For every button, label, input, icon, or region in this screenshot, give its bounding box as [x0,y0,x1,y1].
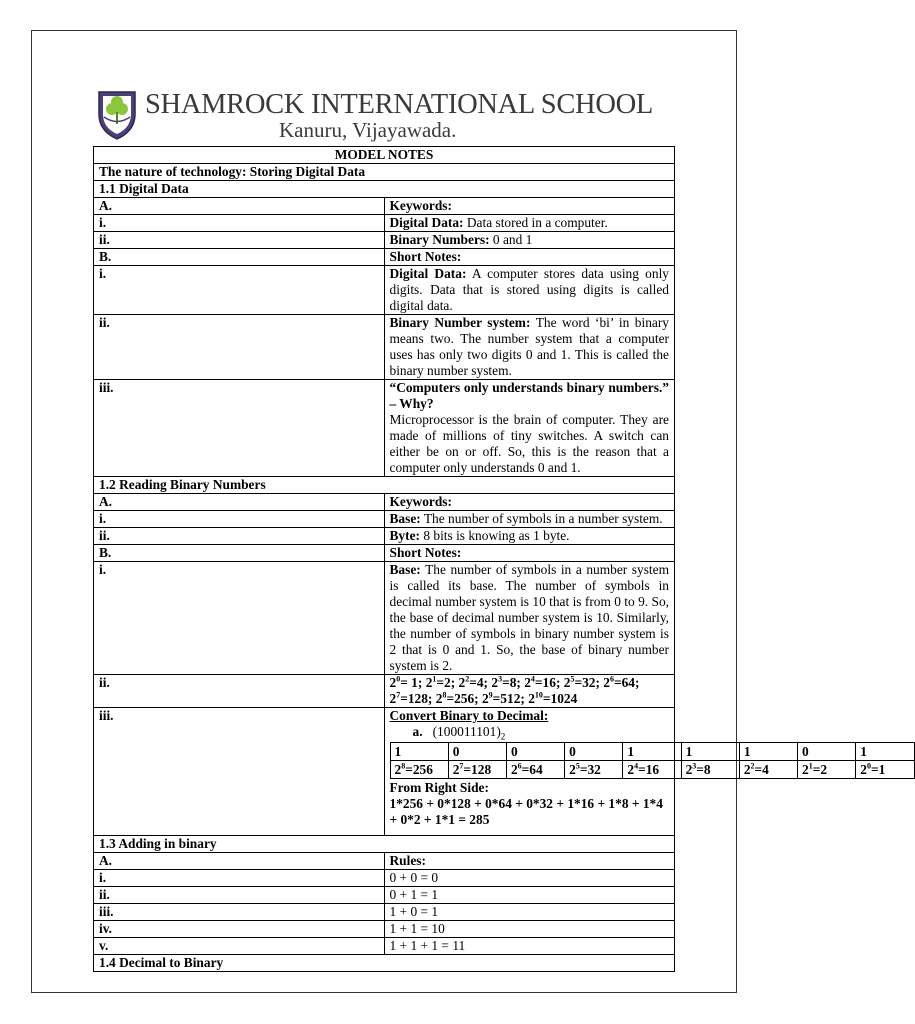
row-number: i. [94,870,385,887]
row-number: A. [94,198,385,215]
place-exponent: 1 [808,761,813,771]
section-heading: 1.1 Digital Data [94,181,675,198]
row-number: A. [94,853,385,870]
place-exponent: 3 [692,761,697,771]
row-number: v. [94,938,385,955]
keyword-row [94,528,675,545]
power-value: =64; [613,675,640,690]
power-base: 2 [860,762,867,777]
conversion-block [384,708,886,836]
power-base: 2 [389,691,397,706]
power-exponent: 9 [488,690,493,700]
note-row [94,380,675,477]
binary-digit-cell: 1 [739,743,797,761]
note-term: Binary Number system: [389,315,531,330]
power-base: 2 [569,762,576,777]
row-number: iii. [94,380,385,477]
row-number: B. [94,249,385,266]
place-value: =4 [754,762,769,777]
chapter-title: The nature of technology: Storing Digital Data [94,164,675,181]
note-row [94,315,675,380]
note-text [384,380,675,477]
binary-digit-cell: 0 [565,743,623,761]
place-value: =16 [638,762,660,777]
power-base: 2 [491,675,499,690]
rule-row [94,921,675,938]
power-base: 2 [685,762,693,777]
model-notes-table [93,146,886,972]
rule-text: 1 + 0 = 1 [384,904,675,921]
section-heading-row [94,955,675,972]
rule-row [94,904,675,921]
keyword-row [94,232,675,249]
place-exponent: 2 [750,761,755,771]
row-number: ii. [94,528,385,545]
section-heading: 1.4 Decimal to Binary [94,955,675,972]
example-number: (100011101) [432,724,501,739]
power-value: =2; [436,675,459,690]
note-text [384,266,675,315]
row-number: i. [94,562,385,675]
power-base: 2 [524,675,531,690]
note-question: “Computers only understands binary numbers.” – Why? [389,380,669,411]
row-number: iii. [94,708,385,836]
note-term: Digital Data: [389,266,467,281]
row-number: ii. [94,315,385,380]
from-right-label: From Right Side: [389,780,489,795]
note-body: The number of symbols in a number system is called its base. The number of symbols in decimal number system is 10 that is from 0 to 9. So, the base of decimal number system is 10. Similarly, the number of symbols in binary number system is 2 that is 0 and 1. So, the base of binary number system is 2. [389,562,669,673]
power-exponent: 4 [530,674,535,684]
rule-row [94,870,675,887]
power-base: 2 [458,675,466,690]
place-exponent: 8 [401,761,406,771]
power-value: =512; [492,691,529,706]
power-base: 2 [435,691,443,706]
keyword-term: Byte: [389,528,420,543]
row-number: A. [94,494,385,511]
place-value-cell [390,761,448,779]
rule-row [94,938,675,955]
subheading-row [94,249,675,266]
keyword-term: Digital Data: [389,215,464,230]
place-value-cell [565,761,623,779]
school-name: SHAMROCK INTERNATIONAL SCHOOL [145,89,654,120]
place-value-cell [798,761,856,779]
keyword-text [384,232,675,249]
power-base: 2 [563,675,571,690]
power-exponent: 1 [432,674,437,684]
place-value: =32 [579,762,601,777]
powers-row [94,675,675,708]
subheading: Keywords: [384,494,675,511]
example-label: a. [412,724,423,739]
section-heading-row [94,181,675,198]
subheading: Keywords: [384,198,675,215]
power-exponent: 0 [396,674,401,684]
power-value: =1024 [542,691,578,706]
power-value: =8; [502,675,525,690]
conversion-title: Convert Binary to Decimal: [389,708,549,723]
subheading-row [94,494,675,511]
binary-digit-cell: 0 [506,743,564,761]
subheading-row [94,853,675,870]
subheading: Rules: [384,853,675,870]
conversion-row [94,708,675,836]
rule-text: 0 + 1 = 1 [384,887,675,904]
keyword-text [384,215,675,232]
power-value: =4; [469,675,492,690]
row-number: i. [94,215,385,232]
rule-row [94,887,675,904]
place-value-cell [506,761,564,779]
row-number: iii. [94,904,385,921]
power-base: 2 [528,691,535,706]
power-exponent: 10 [534,690,543,700]
power-exponent: 3 [498,674,503,684]
place-value: =2 [812,762,828,777]
note-text [384,315,675,380]
place-exponent: 5 [575,761,580,771]
keyword-definition: Data stored in a computer. [463,215,608,230]
power-base: 2 [603,675,610,690]
power-base: 2 [394,762,402,777]
binary-digit-cell: 0 [448,743,506,761]
power-base: 2 [481,691,489,706]
power-value: =16; [534,675,564,690]
power-base: 2 [627,762,635,777]
power-exponent: 2 [465,674,470,684]
place-value-cell [739,761,797,779]
note-body: Microprocessor is the brain of computer. They are made of millions of tiny switches. A switch can either be on or off. So, this is the reason that a computer only understands 0 and 1. [389,412,669,475]
power-base: 2 [802,762,809,777]
power-base: 2 [452,762,460,777]
rule-text: 1 + 1 + 1 = 11 [384,938,675,955]
place-exponent: 7 [459,761,464,771]
row-number: ii. [94,232,385,249]
rule-text: 0 + 0 = 0 [384,870,675,887]
row-number: iv. [94,921,385,938]
title-row [94,147,675,164]
place-exponent: 4 [634,761,639,771]
power-value: = 1; [400,675,426,690]
power-value: =32; [574,675,604,690]
place-value-cell [623,761,681,779]
power-base: 2 [389,675,397,690]
keyword-definition: The number of symbols in a number system. [420,511,663,526]
subheading-row [94,545,675,562]
binary-digit-cell: 1 [390,743,448,761]
note-term: Base: [389,562,421,577]
place-value-cell [856,761,914,779]
row-number: i. [94,266,385,315]
place-value-cell [448,761,506,779]
subheading: Short Notes: [384,545,675,562]
power-base: 2 [510,762,518,777]
notes-title: MODEL NOTES [94,147,675,164]
power-value: =128; [400,691,436,706]
power-exponent: 8 [442,690,447,700]
binary-digit-cell: 1 [623,743,681,761]
keyword-term: Base: [389,511,421,526]
section-heading: 1.2 Reading Binary Numbers [94,477,675,494]
place-value-table [390,742,915,779]
note-row [94,266,675,315]
power-exponent: 6 [609,674,614,684]
power-value: =256; [446,691,482,706]
row-number: i. [94,511,385,528]
note-row [94,562,675,675]
binary-digit-cell: 0 [798,743,856,761]
place-value-cell [681,761,739,779]
keyword-row [94,215,675,232]
example-base: 2 [500,731,506,742]
conversion-expression: 1*256 + 0*128 + 0*64 + 0*32 + 1*16 + 1*8 + 1*4 + 0*2 + 1*1 = 285 [389,796,663,827]
keyword-definition: 8 bits is knowing as 1 byte. [420,528,570,543]
example-line [390,724,670,740]
section-heading-row [94,477,675,494]
binary-digit-cell: 1 [681,743,739,761]
keyword-definition: 0 and 1 [489,232,533,247]
row-number: B. [94,545,385,562]
place-value: =1 [870,762,886,777]
binary-digit-cell: 1 [856,743,914,761]
school-header [93,86,678,146]
power-base: 2 [425,675,433,690]
powers-of-two [384,675,675,708]
keyword-row [94,511,675,528]
subheading: Short Notes: [384,249,675,266]
rule-text: 1 + 1 = 10 [384,921,675,938]
chapter-row [94,164,675,181]
row-number: ii. [94,887,385,904]
place-value: =64 [521,762,543,777]
school-location: Kanuru, Vijayawada. [279,118,457,142]
place-value: =8 [696,762,711,777]
place-exponent: 0 [866,761,871,771]
row-number: ii. [94,675,385,708]
subheading-row [94,198,675,215]
keyword-text [384,511,675,528]
note-body: The word ‘bi’ in binary means two. The number system that a computer uses has only two digits 0 and 1. This is called the binary number system. [389,315,669,378]
section-heading-row [94,836,675,853]
note-text [384,562,675,675]
power-base: 2 [743,762,751,777]
section-heading: 1.3 Adding in binary [94,836,675,853]
note-body: A computer stores data using only digits. Data that is stored using digits is called digital data. [389,266,669,313]
keyword-text [384,528,675,545]
place-value: =256 [405,762,433,777]
digit-row [390,743,914,761]
keyword-term: Binary Numbers: [389,232,490,247]
power-exponent: 5 [570,674,575,684]
power-exponent: 7 [396,690,401,700]
place-exponent: 6 [517,761,522,771]
school-crest-logo [96,90,138,140]
place-value: =128 [463,762,492,777]
place-value-row [390,761,914,779]
